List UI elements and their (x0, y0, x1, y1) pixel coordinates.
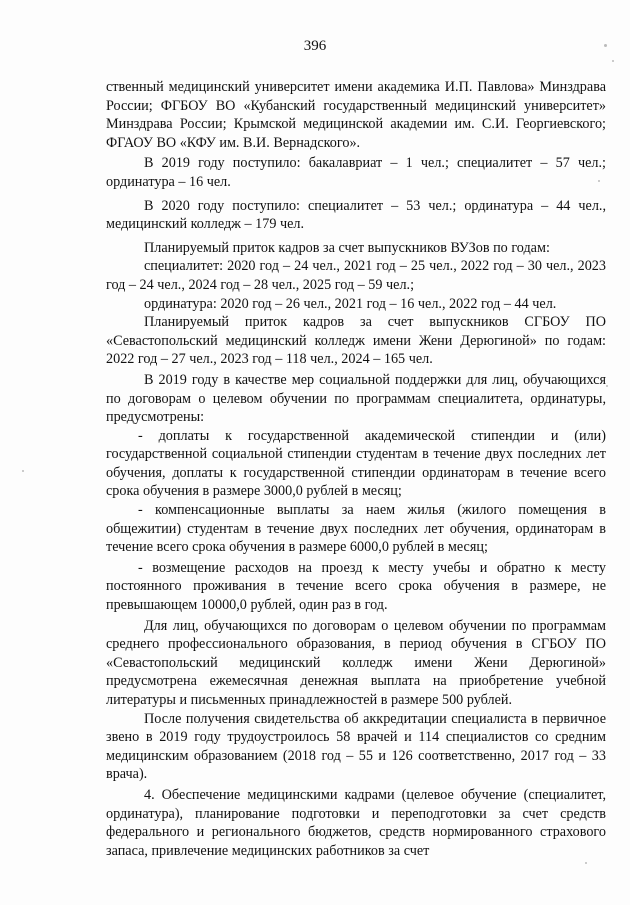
paragraph-specialty-plan: специалитет: 2020 год – 24 чел., 2021 год – 25 чел., 2022 год – 30 чел., 2023 год – 24 чел., 2024 год – 28 чел., 2025 год – 59 чел.; (106, 258, 606, 293)
scan-speck (598, 180, 600, 182)
scan-speck (604, 44, 607, 47)
paragraph-planned-inflow-heading: Планируемый приток кадров за счет выпускников ВУЗов по годам: (144, 239, 550, 256)
paragraph-support-measures: В 2019 году в качестве мер социальной поддержки для лиц, обучающихся по договорам о целевом обучении по программам специалитета, ординатуры, предусмотрены: (106, 371, 606, 426)
paragraph-employment: После получения свидетельства об аккредитации специалиста в первичное звено в 2019 году трудоустроилось 58 врачей и 114 специалистов со средним медицинским образованием (2018 год – 55 и 126 соответственно, 2017 год – 33 врача). (106, 710, 606, 783)
paragraph-staffing-section: 4. Обеспечение медицинскими кадрами (целевое обучение (специалитет, ординатура), планирование подготовки и переподготовки за счет средств федерального и регионального бюджетов, средств нормированного страхового запаса, привлечение медицинских работников за счет (106, 786, 606, 859)
scan-speck (606, 385, 608, 387)
list-item-stipend-supplements: - доплаты к государственной академической стипендии и (или) государственной социальной стипендии студентам в течение двух последних лет обучения, доплаты к государственной стипендии ординаторам в течение всего срока обучения в размере 3000,0 рублей в месяц; (106, 427, 606, 500)
paragraph-admissions-2019: В 2019 году поступило: бакалавриат – 1 чел.; специалитет – 57 чел.; ординатура – 16 чел. (106, 155, 606, 190)
scan-speck (612, 60, 614, 62)
paragraph-admissions-2020: В 2020 году поступило: специалитет – 53 чел.; ординатура – 44 чел., медицинский колледж – 179 чел. (106, 197, 606, 233)
paragraph-universities: ственный медицинский университет имени академика И.П. Павлова» Минздрава России; ФГБОУ ВО «Кубанский государственный медицинский университет» Минздрава России; Крымской медицинской академии им. С.И. Георгиевского; ФГАОУ ВО «КФУ им. В.И. Вернадского». (106, 79, 606, 151)
page-number: 396 (303, 38, 327, 54)
paragraph-college-plan: Планируемый приток кадров за счет выпускников СГБОУ ПО «Севастопольский медицинский колледж имени Жени Дерюгиной» по годам: 2022 год – 27 чел., 2023 год – 118 чел., 2024 – 165 чел. (106, 314, 606, 368)
scan-speck (585, 862, 587, 864)
scan-speck (22, 470, 24, 472)
list-item-housing-compensation: - компенсационные выплаты за наем жилья (жилого помещения в общежитии) студентам в течение двух последних лет обучения, ординаторам в течение всего срока обучения в размере 6000,0 рублей в месяц; (106, 502, 606, 556)
list-item-travel-reimbursement: - возмещение расходов на проезд к месту учебы и обратно к месту постоянного проживания в течение всего срока обучения в размере, не превышающем 10000,0 рублей, один раз в год. (106, 559, 606, 614)
paragraph-residency-plan: ординатура: 2020 год – 26 чел., 2021 год – 16 чел., 2022 год – 44 чел. (144, 295, 557, 312)
paragraph-college-payment: Для лиц, обучающихся по договорам о целевом обучении по программам среднего профессионального образования, в период обучения в СГБОУ ПО «Севастопольский медицинский колледж имени Жени Дерюгиной» предусмотрена ежемесячная денежная выплата на приобретение учебной литературы и письменных принадлежностей в размере 500 рублей. (106, 617, 606, 708)
document-body (106, 78, 606, 860)
